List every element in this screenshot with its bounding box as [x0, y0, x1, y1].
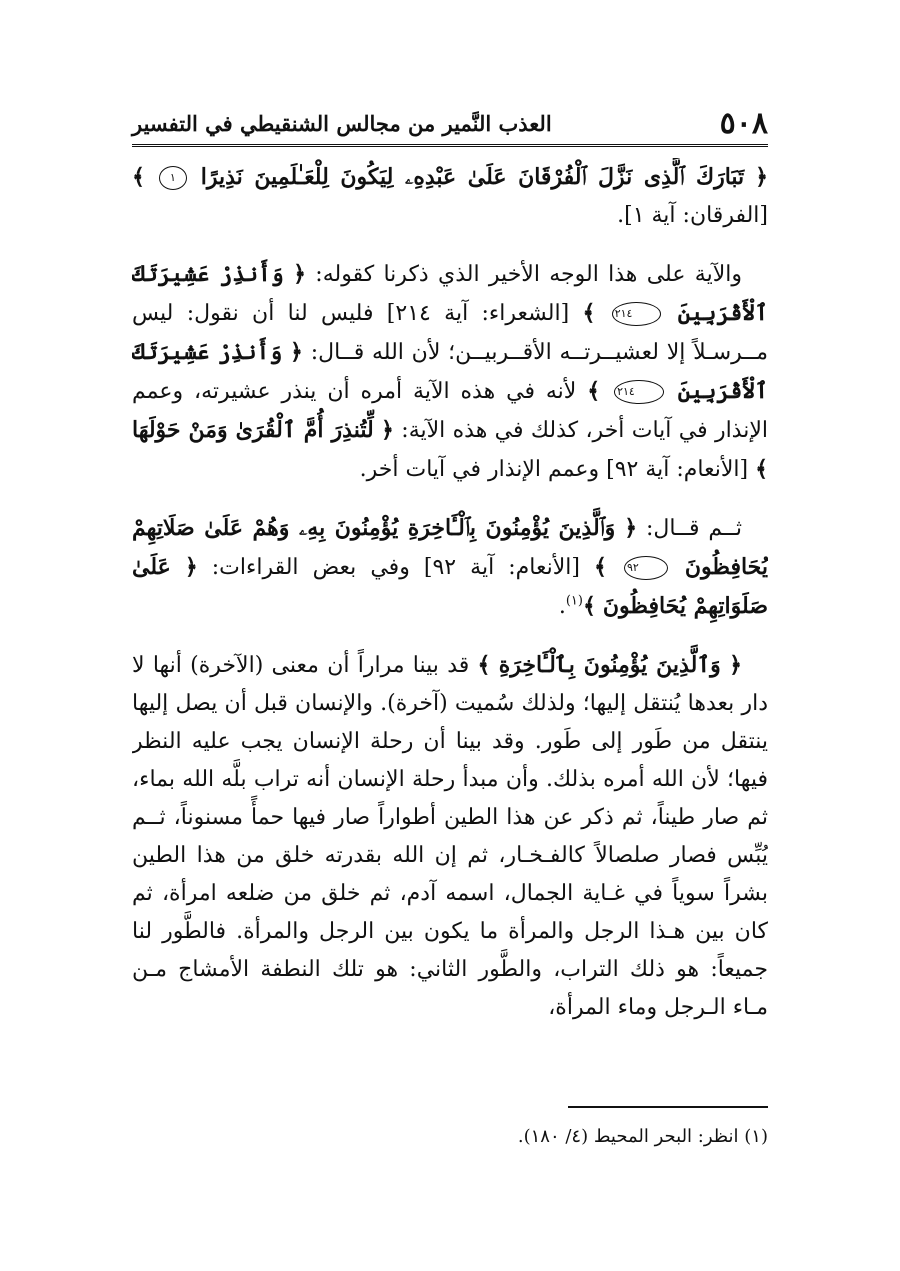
- paragraph-text: [الأنعام: آية ٩٢] وفي بعض القراءات:: [211, 555, 580, 580]
- paragraph-1: [132, 158, 768, 235]
- paragraph-text: قد بينا مراراً أن معنى (الآخرة) أنها لا دار بعدها يُنتقل إليها؛ ولذلك سُميت (آخرة). والإنسان قبل أن يصل إليها ينتقل من طَور إلى طَور. وقد بينا أن رحلة الإنسان يجب عليه النظر فيها؛ لأن الله أمره بذلك. وأن مبدأ رحلة الإنسان أنه تراب بلَّه الله بماء، ثم صار طيناً، ثم ذكر عن هذا الطين أطواراً صار فيها حمأً مسنوناً، ثــم يُبِّس فصار صلصالاً كالفـخـار، ثم إن الله بقدرته خلق من هذا الطين بشراً سوياً في غـاية الجمال، اسمه آدم، ثم خلق من ضلعه امرأة، ثم كان بين هـذا الرجل والمرأة ما يكون بين الرجل والمرأة. فالطَّور لنا جميعاً: هو ذلك التراب، والطَّور الثاني: هو تلك النطفة الأمشاج مـن مـاء الـرجل وماء المرأة،: [132, 653, 768, 1020]
- paragraph-text: لأنه في هذه الآية أمره أن ينذر عشيرته، وعمم الإنذار في آيات أخر، كذلك في هذه الآية:: [132, 379, 768, 443]
- ayah-number-mark: ٢١٤: [612, 302, 662, 326]
- quran-bracket-close: ﴾: [582, 300, 596, 326]
- quran-bracket-open: ﴿: [624, 515, 638, 541]
- footnote-reference[interactable]: (١): [565, 593, 583, 609]
- ayah-number-mark: ١: [159, 166, 187, 190]
- quran-verse: وَأَنذِرْ عَشِيرَتَكَ ٱلْأَقْرَبِينَ: [132, 261, 768, 326]
- quran-bracket-close: ﴾: [477, 652, 491, 678]
- quran-bracket-open: ﴿: [293, 261, 306, 287]
- footnote-divider: [568, 1106, 768, 1108]
- paragraph-text: [الشعراء: آية ٢١٤] فليس لنا أن نقول: ليس مــرسـلاً إلا لعشيــرتــه الأقــربيــن؛ لأن الله قــال:: [132, 301, 768, 365]
- running-title: العذب النَّمير من مجالس الشنقيطي في التفسير: [132, 111, 552, 136]
- quran-bracket-open: ﴿: [381, 417, 394, 443]
- quran-verse: وَأَنذِرْ عَشِيرَتَكَ ٱلْأَقْرَبِينَ: [132, 339, 768, 404]
- quran-verse: تَبَارَكَ ٱلَّذِى نَزَّلَ ٱلْفُرْقَانَ عَلَىٰ عَبْدِهِۦ لِيَكُونَ لِلْعَـٰلَمِينَ نَذِيرًا: [200, 164, 745, 190]
- paragraph-text: ثــم قــال:: [645, 516, 742, 541]
- quran-bracket-open: ﴿: [729, 652, 742, 678]
- quran-bracket-open: ﴿: [755, 164, 768, 190]
- paragraph-4: [132, 646, 768, 1027]
- page-header: [132, 100, 768, 147]
- page-number: ٥٠٨: [719, 106, 768, 141]
- quran-bracket-close: ﴾: [755, 456, 768, 482]
- quran-bracket-open: ﴿: [184, 554, 198, 580]
- quran-verse: لِّتُنذِرَ أُمَّ ٱلْقُرَىٰ وَمَنْ حَوْلَهَا: [132, 417, 374, 443]
- paragraph-text: [الفرقان: آية ١].: [617, 203, 768, 228]
- quran-bracket-close: ﴾: [587, 378, 601, 404]
- quran-verse: عَلَىٰ صَلَوَاتِهِمْ يُحَافِظُونَ: [132, 554, 768, 619]
- paragraph-text: [الأنعام: آية ٩٢] وعمم الإنذار في آيات أخر.: [359, 457, 749, 482]
- ayah-number-mark: ٢١٤: [614, 380, 664, 404]
- quran-bracket-close: ﴾: [132, 164, 145, 190]
- ayah-number-mark: ٩٢: [624, 556, 668, 580]
- quran-bracket-close: ﴾: [594, 554, 607, 580]
- paragraph-text: .: [558, 594, 566, 619]
- quran-verse: وَٱلَّذِينَ يُؤْمِنُونَ بِٱلْـَٔاخِرَةِ: [498, 652, 721, 678]
- page-body: [132, 158, 768, 1098]
- quran-bracket-open: ﴿: [290, 339, 303, 365]
- paragraph-3: [132, 509, 768, 626]
- quran-bracket-close: ﴾: [582, 593, 596, 619]
- footnote: (١) انظر: البحر المحيط (٤/ ١٨٠).: [517, 1126, 768, 1147]
- paragraph-text: والآية على هذا الوجه الأخير الذي ذكرنا كقوله:: [315, 262, 742, 287]
- paragraph-2: [132, 255, 768, 489]
- quran-verse: وَٱلَّذِينَ يُؤْمِنُونَ بِٱلْـَٔاخِرَةِ يُؤْمِنُونَ بِهِۦ وَهُمْ عَلَىٰ صَلَاتِهِمْ يُحَافِظُونَ: [132, 515, 768, 580]
